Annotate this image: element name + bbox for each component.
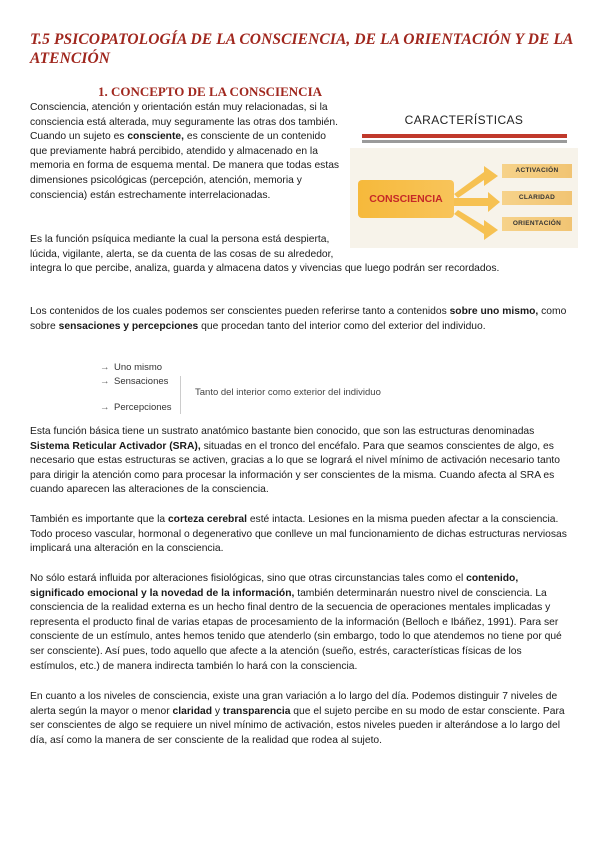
document-title: T.5 PSICOPATOLOGÍA DE LA CONSCIENCIA, DE LA ORIENTACIÓN Y DE LA ATENCIÓN <box>30 31 573 67</box>
tag-claridad: CLARIDAD <box>502 191 572 205</box>
characteristics-diagram <box>350 108 578 248</box>
paragraph-4: Los contenidos de los cuales podemos ser conscientes pueden referirse tanto a contenidos sobre uno mismo, como sobre sensaciones y percepciones que procedan tanto del interior como del exterior del individuo. <box>30 306 567 332</box>
list-divider <box>180 376 181 414</box>
paragraph-3: Es la función psíquica mediante la cual la persona está despierta, lúcida, vigilante, alerta, se da cuenta de las cosas de su alrededor, integra lo que percibe, analiza, guarda y almacena datos y vivencias que luego podrán ser recordados. <box>30 234 500 275</box>
list-item: → Uno mismo <box>100 362 163 373</box>
list-note: Tanto del interior como exterior del individuo <box>195 387 381 398</box>
tag-activacion: ACTIVACIÓN <box>502 164 572 178</box>
list-item: → Sensaciones <box>100 376 169 387</box>
paragraph-intro: Consciencia, atención y orientación están muy relacionadas, si la consciencia está alterada, muy seguramente las otras dos también. Cuando un sujeto es consciente, es consciente de un contenido que previamente habrá percibido, atendido y almacenado en la memoria en forma de esquema mental. De manera que todas estas dimensiones psicológicas (percepción, atención, memoria y consciencia) están estrechamente interrelacionadas. <box>30 102 340 201</box>
diagram-arrows <box>454 160 504 240</box>
arrow-up <box>454 166 498 198</box>
section-heading: 1. CONCEPTO DE LA CONSCIENCIA <box>97 84 323 99</box>
diagram-main-box: CONSCIENCIA <box>358 180 454 218</box>
paragraph-7: No sólo estará influida por alteraciones fisiológicas, sino que otras circunstancias tales como el contenido, significado emocional y la novedad de la información, también determinarán nuestro nivel de consciencia. La consciencia de la realidad externa es un hecho final dentro de la secuencia de operaciones mentales implicadas y representa el producto final de varias etapas de procesamiento de la información (Belloch e Ibáñez, 1991). Para ser consciente de un estímulo, antes hemos tenido que atenderlo (sin embargo, todo lo que atendemos no tiene por qué ser consciente). Así pues, todo aquello que afecte a la atención (sueño, estrés, características físicas de los estímulos, etc.) de manera indirecta también lo hará con la consciencia. <box>30 573 562 672</box>
paragraph-5: Esta función básica tiene un sustrato anatómico bastante bien conocido, que son las estructuras denominadas Sistema Reticular Activador (SRA), situadas en el tronco del encéfalo. Para que seamos conscientes de algo, es necesario que estas estructuras se activen, gracias a lo que se logrará el nivel mínimo de activación necesario tanto para dirigir la atención como para procesar la información y ser conscientes de la misma. Cuando afecta al SRA es cuando aparecen las alteraciones de la consciencia. <box>30 426 561 496</box>
contents-list <box>100 358 400 414</box>
tag-orientacion: ORIENTACIÓN <box>502 217 572 231</box>
list-item: → Percepciones <box>100 402 172 413</box>
paragraph-8: En cuanto a los niveles de consciencia, existe una gran variación a lo largo del día. Podemos distinguir 7 niveles de alerta según la mayor o menor claridad y transparencia que el sujeto percibe en su modo de estar consciente. Para ser conscientes de algo se requiere un nivel mínimo de activación, estos niveles pueden ir alterándose a lo largo del día, así como la manera de ser consciente de la realidad que rodea al sujeto. <box>30 691 565 746</box>
diagram-divider-shadow <box>362 140 567 143</box>
diagram-caption: CARACTERÍSTICAS <box>404 113 524 127</box>
diagram-divider <box>362 134 567 138</box>
paragraph-6: También es importante que la corteza cerebral esté intacta. Lesiones en la misma pueden afectar a la consciencia. Todo proceso vascular, hormonal o degenerativo que conlleve un mal funcionamiento de dichas estructuras nerviosas implicará una alteración en la consciencia. <box>30 514 567 555</box>
